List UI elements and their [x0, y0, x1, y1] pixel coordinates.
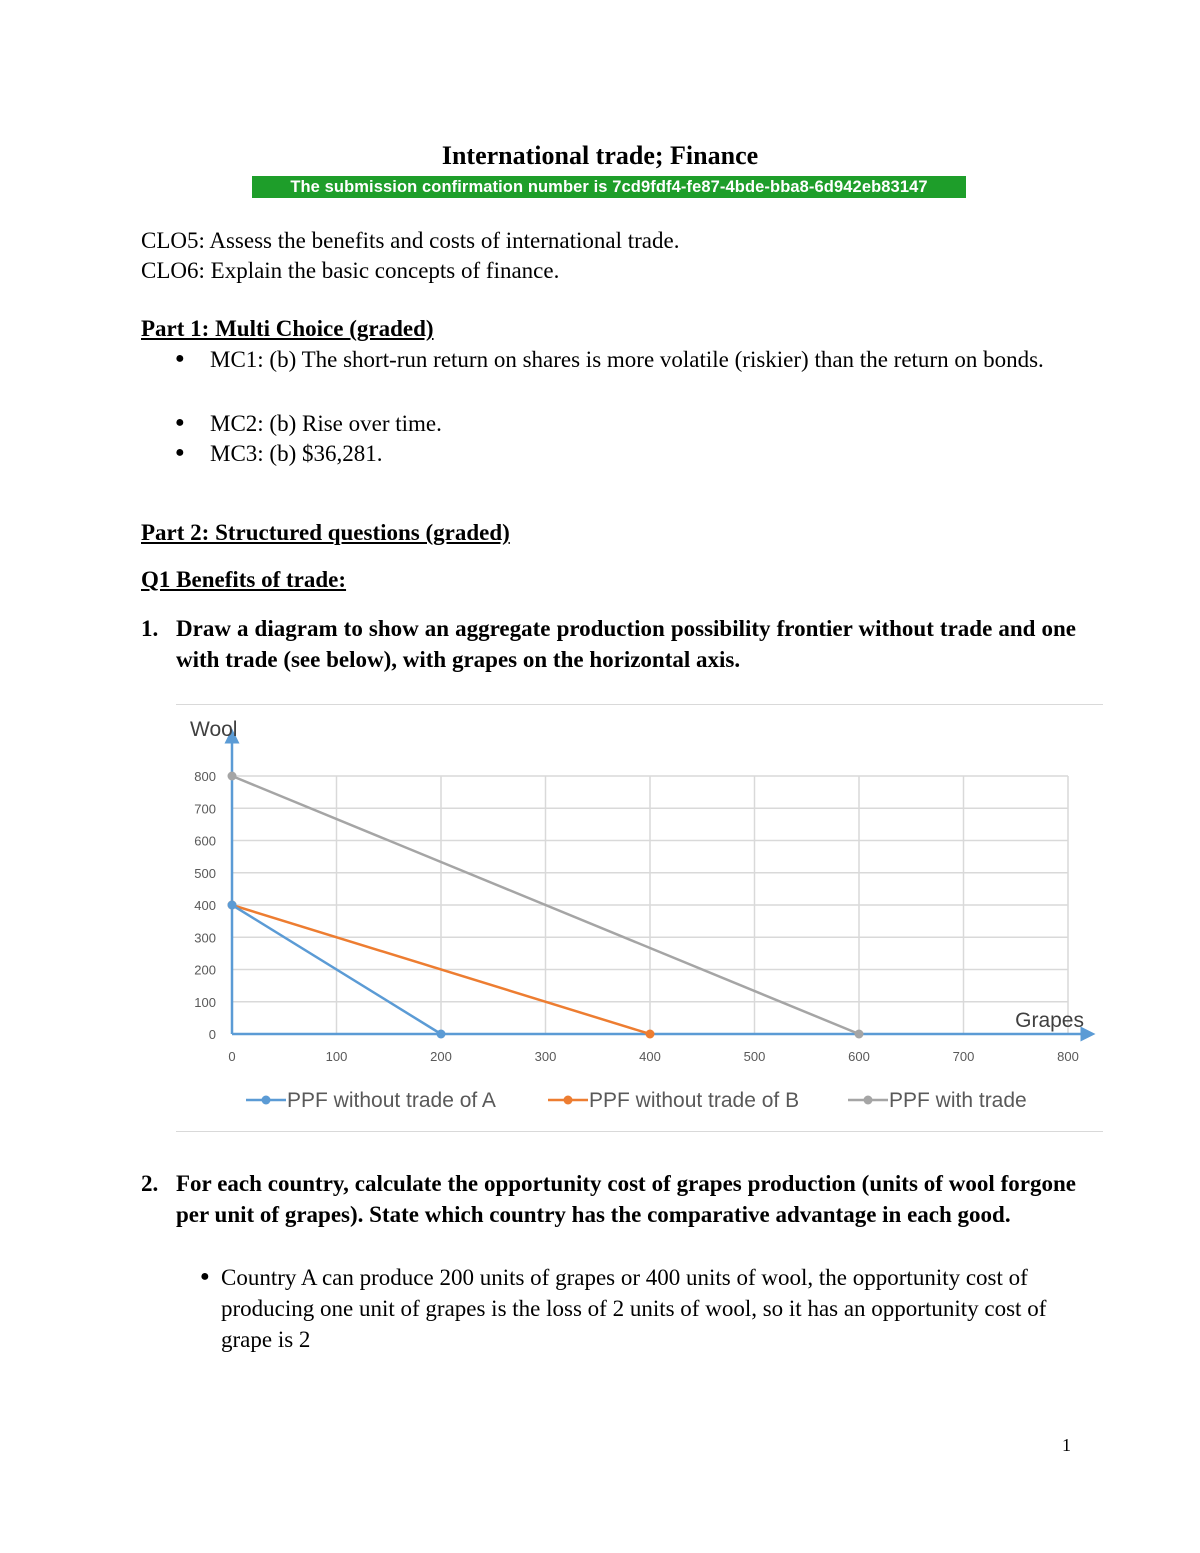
clo6-text: CLO6: Explain the basic concepts of finance.: [141, 258, 560, 283]
y-axis-title: Wool: [190, 718, 238, 741]
part1-heading: Part 1: Multi Choice (graded): [141, 316, 434, 341]
y-tick-label: 400: [194, 898, 216, 913]
x-tick-label: 700: [952, 1049, 975, 1064]
bullet-icon: ●: [175, 414, 185, 431]
legend-label: PPF without trade of A: [287, 1089, 496, 1112]
legend-marker: [564, 1096, 573, 1105]
x-tick-label: 600: [848, 1049, 870, 1064]
x-tick-label: 400: [639, 1049, 661, 1064]
x-axis-title: Grapes: [1015, 1009, 1084, 1032]
legend-marker: [262, 1096, 271, 1105]
mc2-answer: MC2: (b) Rise over time.: [210, 411, 442, 436]
bullet-icon: ●: [200, 1268, 210, 1285]
data-point: [646, 1030, 655, 1039]
y-tick-label: 200: [194, 962, 216, 978]
legend-label: PPF with trade: [889, 1089, 1027, 1112]
data-point: [228, 901, 237, 910]
q2-number: 2.: [141, 1171, 159, 1196]
bullet-icon: ●: [175, 444, 185, 461]
mc3-answer: MC3: (b) $36,281.: [210, 441, 383, 466]
y-tick-label: 100: [194, 994, 216, 1010]
legend-label: PPF without trade of B: [589, 1089, 800, 1112]
q1-heading: Q1 Benefits of trade:: [141, 567, 347, 592]
chart-border: [176, 1131, 1103, 1132]
clo5-text: CLO5: Assess the benefits and costs of international trade.: [141, 228, 680, 253]
q2-answer-country-a: Country A can produce 200 units of grapes or 400 units of wool, the opportunity cost of producing one unit of grapes is the loss of 2 units of wool, so it has an opportunity cost of grape is 2: [221, 1265, 1047, 1352]
y-tick-label: 500: [194, 865, 216, 881]
mc1-answer: MC1: (b) The short-run return on shares is more volatile (riskier) than the return on bonds.: [210, 347, 1044, 372]
x-tick-label: 800: [1057, 1049, 1079, 1064]
x-tick-label: 100: [325, 1049, 348, 1064]
x-tick-label: 200: [430, 1049, 452, 1064]
q1-number: 1.: [141, 616, 159, 641]
confirmation-banner: The submission confirmation number is 7cd9fdf4-fe87-4bde-bba8-6d942eb83147: [252, 176, 966, 198]
y-tick-label: 0: [208, 1027, 216, 1042]
y-tick-label: 300: [194, 930, 216, 946]
y-tick-label: 700: [194, 801, 216, 817]
x-tick-label: 0: [228, 1049, 236, 1064]
data-point: [855, 1030, 864, 1039]
part2-heading: Part 2: Structured questions (graded): [141, 520, 510, 545]
q2-question: For each country, calculate the opportunity cost of grapes production (units of wool forgone per unit of grapes). State which country has the comparative advantage in each good.: [176, 1171, 1076, 1227]
x-tick-label: 500: [743, 1049, 766, 1064]
legend-marker: [864, 1096, 873, 1105]
data-point: [228, 772, 237, 781]
q1-question: Draw a diagram to show an aggregate production possibility frontier without trade and one with trade (see below), with grapes on the horizontal axis.: [176, 616, 1076, 672]
y-tick-label: 800: [194, 769, 216, 784]
ppf-chart: [176, 704, 1103, 1132]
y-tick-label: 600: [194, 833, 216, 849]
bullet-icon: ●: [175, 350, 185, 367]
data-point: [437, 1030, 446, 1039]
x-tick-label: 300: [534, 1049, 557, 1064]
page-number: 1: [1062, 1435, 1071, 1455]
page-title: International trade; Finance: [441, 141, 759, 170]
